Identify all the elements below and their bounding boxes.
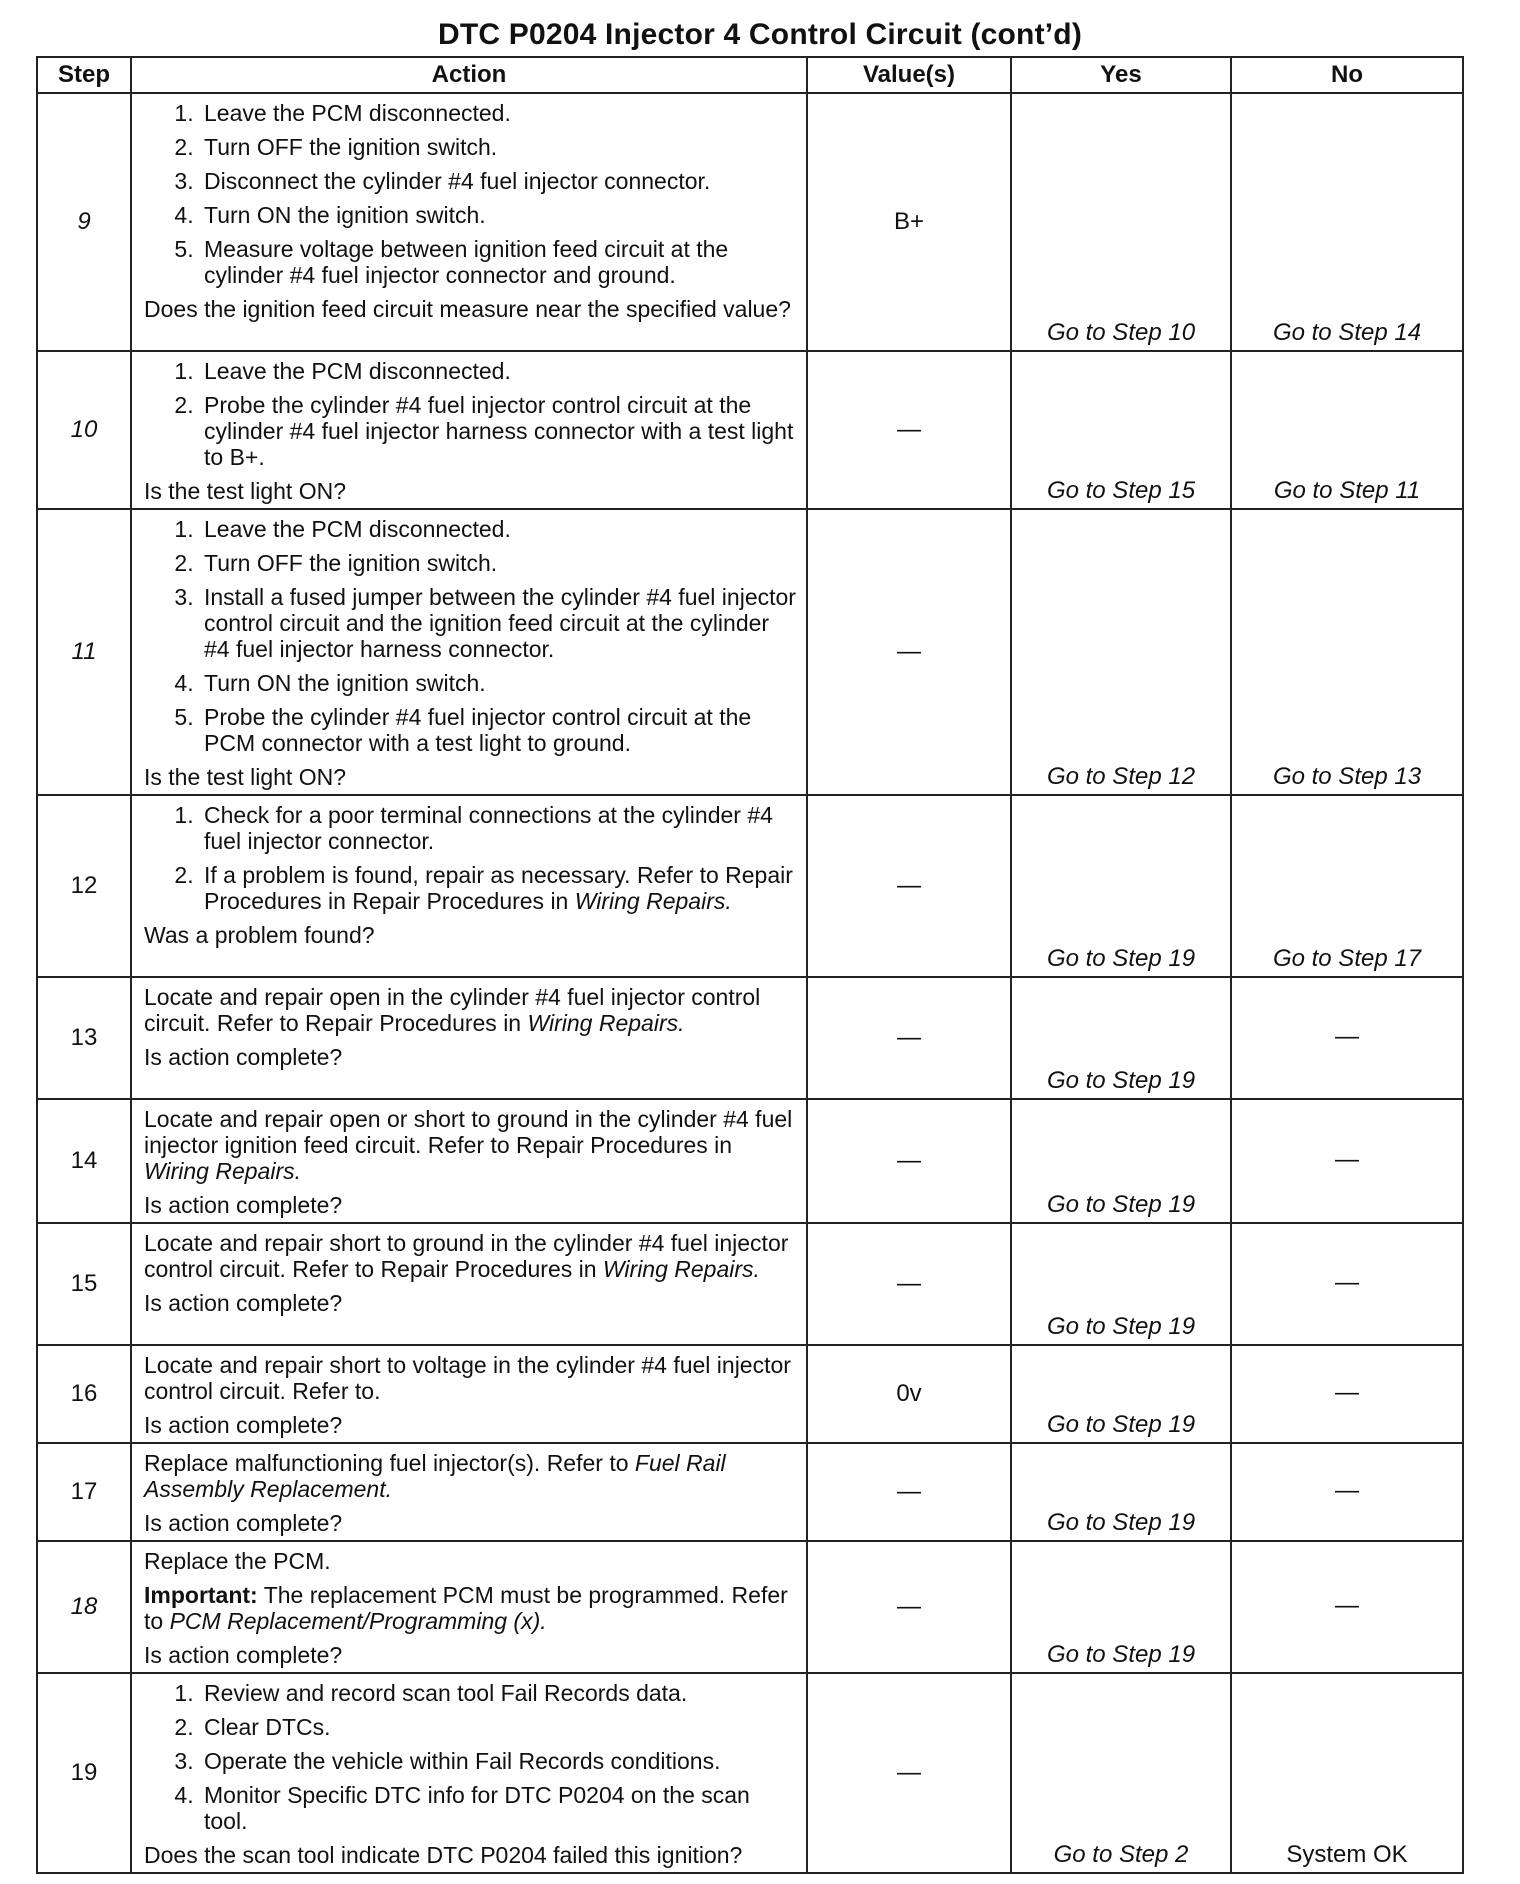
- list-item: 3. Operate the vehicle within Fail Records conditions.: [200, 1748, 798, 1774]
- list-item: [200, 862, 798, 914]
- action-list: [144, 358, 798, 470]
- header-step: Step: [37, 57, 131, 93]
- action-list: [144, 1680, 798, 1834]
- list-item: 2. Turn OFF the ignition switch.: [200, 134, 798, 160]
- table-row: [37, 1443, 1463, 1541]
- action-question: Was a problem found?: [144, 922, 375, 948]
- step-number: 16: [37, 1345, 131, 1443]
- action-text: [144, 1230, 798, 1282]
- list-item: 3. Disconnect the cylinder #4 fuel injector connector.: [200, 168, 798, 194]
- yes-cell: Go to Step 10: [1011, 93, 1231, 351]
- action-list: [144, 802, 798, 914]
- yes-cell: Go to Step 19: [1011, 1223, 1231, 1345]
- step-number: 18: [37, 1541, 131, 1673]
- step-number: 14: [37, 1099, 131, 1223]
- value-cell: —: [807, 1443, 1011, 1541]
- value-cell: —: [807, 1541, 1011, 1673]
- action-cell: [131, 1099, 807, 1223]
- step-number: 10: [37, 351, 131, 509]
- header-value: Value(s): [807, 57, 1011, 93]
- header-row: [37, 57, 1463, 93]
- no-cell: Go to Step 17: [1231, 795, 1463, 977]
- action-question: Is the test light ON?: [144, 764, 346, 790]
- value-cell: —: [807, 351, 1011, 509]
- list-item: 3. Install a fused jumper between the cylinder #4 fuel injector control circuit and the ignition feed circuit at the cylinder #4 fuel injector harness connector.: [200, 584, 798, 662]
- yes-cell: Go to Step 2: [1011, 1673, 1231, 1873]
- yes-cell: Go to Step 19: [1011, 1443, 1231, 1541]
- table-row: [37, 795, 1463, 977]
- yes-cell: Go to Step 12: [1011, 509, 1231, 795]
- value-cell: —: [807, 1673, 1011, 1873]
- diagnostic-table: [36, 56, 1464, 1874]
- list-item: 2. Clear DTCs.: [200, 1714, 798, 1740]
- step-number: 15: [37, 1223, 131, 1345]
- action-question: Does the ignition feed circuit measure near the specified value?: [144, 296, 791, 322]
- action-cell: [131, 1443, 807, 1541]
- header-no: No: [1231, 57, 1463, 93]
- table-row: [37, 93, 1463, 351]
- action-question: Is action complete?: [144, 1290, 343, 1316]
- value-cell: —: [807, 509, 1011, 795]
- no-cell: System OK: [1231, 1673, 1463, 1873]
- no-cell: —: [1231, 1541, 1463, 1673]
- table-row: [37, 1541, 1463, 1673]
- list-item: 2. Turn OFF the ignition switch.: [200, 550, 798, 576]
- header-action: Action: [131, 57, 807, 93]
- header-yes: Yes: [1011, 57, 1231, 93]
- list-item: 1. Check for a poor terminal connections at the cylinder #4 fuel injector connector.: [200, 802, 798, 854]
- step-number: 17: [37, 1443, 131, 1541]
- no-cell: Go to Step 13: [1231, 509, 1463, 795]
- yes-cell: Go to Step 19: [1011, 1345, 1231, 1443]
- action-cell: [131, 509, 807, 795]
- action-question: Is action complete?: [144, 1192, 343, 1218]
- no-cell: —: [1231, 1443, 1463, 1541]
- reference-link-text: Wiring Repairs.: [144, 1158, 302, 1184]
- action-text: Locate and repair short to voltage in the cylinder #4 fuel injector control circuit. Refer to.: [144, 1352, 791, 1404]
- action-cell: [131, 1541, 807, 1673]
- yes-cell: Go to Step 19: [1011, 1099, 1231, 1223]
- action-text: [144, 1106, 798, 1184]
- action-question: Does the scan tool indicate DTC P0204 failed this ignition?: [144, 1842, 743, 1868]
- action-text-body: Replace malfunctioning fuel injector(s). Refer to: [144, 1450, 635, 1476]
- action-cell: [131, 795, 807, 977]
- step-number: 9: [37, 93, 131, 351]
- reference-link-text: Wiring Repairs.: [574, 888, 732, 914]
- action-text-body: Locate and repair short to ground in the cylinder #4 fuel injector control circuit. Refer to Repair Procedures in: [144, 1230, 789, 1282]
- no-cell: —: [1231, 977, 1463, 1099]
- reference-link-text: Wiring Repairs.: [602, 1256, 760, 1282]
- value-cell: B+: [807, 93, 1011, 351]
- yes-cell: Go to Step 15: [1011, 351, 1231, 509]
- value-cell: —: [807, 1223, 1011, 1345]
- page-title: DTC P0204 Injector 4 Control Circuit (cont’d): [437, 18, 1083, 51]
- action-list: [144, 516, 798, 756]
- list-item: 4. Monitor Specific DTC info for DTC P0204 on the scan tool.: [200, 1782, 798, 1834]
- action-text: [144, 1450, 798, 1502]
- yes-cell: Go to Step 19: [1011, 795, 1231, 977]
- list-item: 1. Leave the PCM disconnected.: [200, 100, 798, 126]
- table-row: [37, 1345, 1463, 1443]
- table-row: [37, 1673, 1463, 1873]
- important-note: [144, 1582, 798, 1634]
- action-text-body: Locate and repair open in the cylinder #4 fuel injector control circuit. Refer to Repair Procedures in: [144, 984, 761, 1036]
- list-item: 5. Measure voltage between ignition feed circuit at the cylinder #4 fuel injector connector and ground.: [200, 236, 798, 288]
- list-item: 4. Turn ON the ignition switch.: [200, 670, 798, 696]
- step-number: 12: [37, 795, 131, 977]
- value-cell: —: [807, 977, 1011, 1099]
- important-label: Important:: [144, 1582, 258, 1608]
- step-number: 13: [37, 977, 131, 1099]
- value-cell: —: [807, 1099, 1011, 1223]
- action-question: Is the test light ON?: [144, 478, 346, 504]
- action-question: Is action complete?: [144, 1510, 343, 1536]
- reference-link-text: Fuel Rail Assembly Replacement.: [144, 1450, 726, 1502]
- list-item: 1. Review and record scan tool Fail Records data.: [200, 1680, 798, 1706]
- list-item-text: If a problem is found, repair as necessary. Refer to Repair Procedures in Repair Procedures in: [204, 862, 793, 914]
- reference-link-text: Wiring Repairs.: [527, 1010, 685, 1036]
- list-item: 4. Turn ON the ignition switch.: [200, 202, 798, 228]
- no-cell: Go to Step 14: [1231, 93, 1463, 351]
- action-text-body: Locate and repair open or short to ground in the cylinder #4 fuel injector ignition feed circuit. Refer to Repair Procedures in: [144, 1106, 793, 1158]
- step-number: 11: [37, 509, 131, 795]
- no-cell: —: [1231, 1223, 1463, 1345]
- table-row: [37, 1099, 1463, 1223]
- table-row: [37, 351, 1463, 509]
- list-item: 1. Leave the PCM disconnected.: [200, 516, 798, 542]
- no-cell: —: [1231, 1345, 1463, 1443]
- action-cell: [131, 977, 807, 1099]
- action-text: Replace the PCM.: [144, 1548, 331, 1574]
- no-cell: —: [1231, 1099, 1463, 1223]
- list-item: 1. Leave the PCM disconnected.: [200, 358, 798, 384]
- list-item: 2. Probe the cylinder #4 fuel injector control circuit at the cylinder #4 fuel injector harness connector with a test light to B+.: [200, 392, 798, 470]
- step-number: 19: [37, 1673, 131, 1873]
- action-text: [144, 984, 798, 1036]
- value-cell: 0v: [807, 1345, 1011, 1443]
- action-cell: [131, 1345, 807, 1443]
- reference-link-text: PCM Replacement/Programming (x).: [169, 1608, 547, 1634]
- important-text: The replacement PCM must be programmed. Refer to: [144, 1582, 788, 1634]
- list-item: 5. Probe the cylinder #4 fuel injector control circuit at the PCM connector with a test light to ground.: [200, 704, 798, 756]
- action-question: Is action complete?: [144, 1044, 343, 1070]
- yes-cell: Go to Step 19: [1011, 1541, 1231, 1673]
- action-list: [144, 100, 798, 288]
- action-question: Is action complete?: [144, 1642, 343, 1668]
- table-row: [37, 1223, 1463, 1345]
- action-cell: [131, 1223, 807, 1345]
- value-cell: —: [807, 795, 1011, 977]
- yes-cell: Go to Step 19: [1011, 977, 1231, 1099]
- action-cell: [131, 93, 807, 351]
- action-cell: [131, 1673, 807, 1873]
- table-row: [37, 509, 1463, 795]
- table-row: [37, 977, 1463, 1099]
- no-cell: Go to Step 11: [1231, 351, 1463, 509]
- action-cell: [131, 351, 807, 509]
- action-question: Is action complete?: [144, 1412, 343, 1438]
